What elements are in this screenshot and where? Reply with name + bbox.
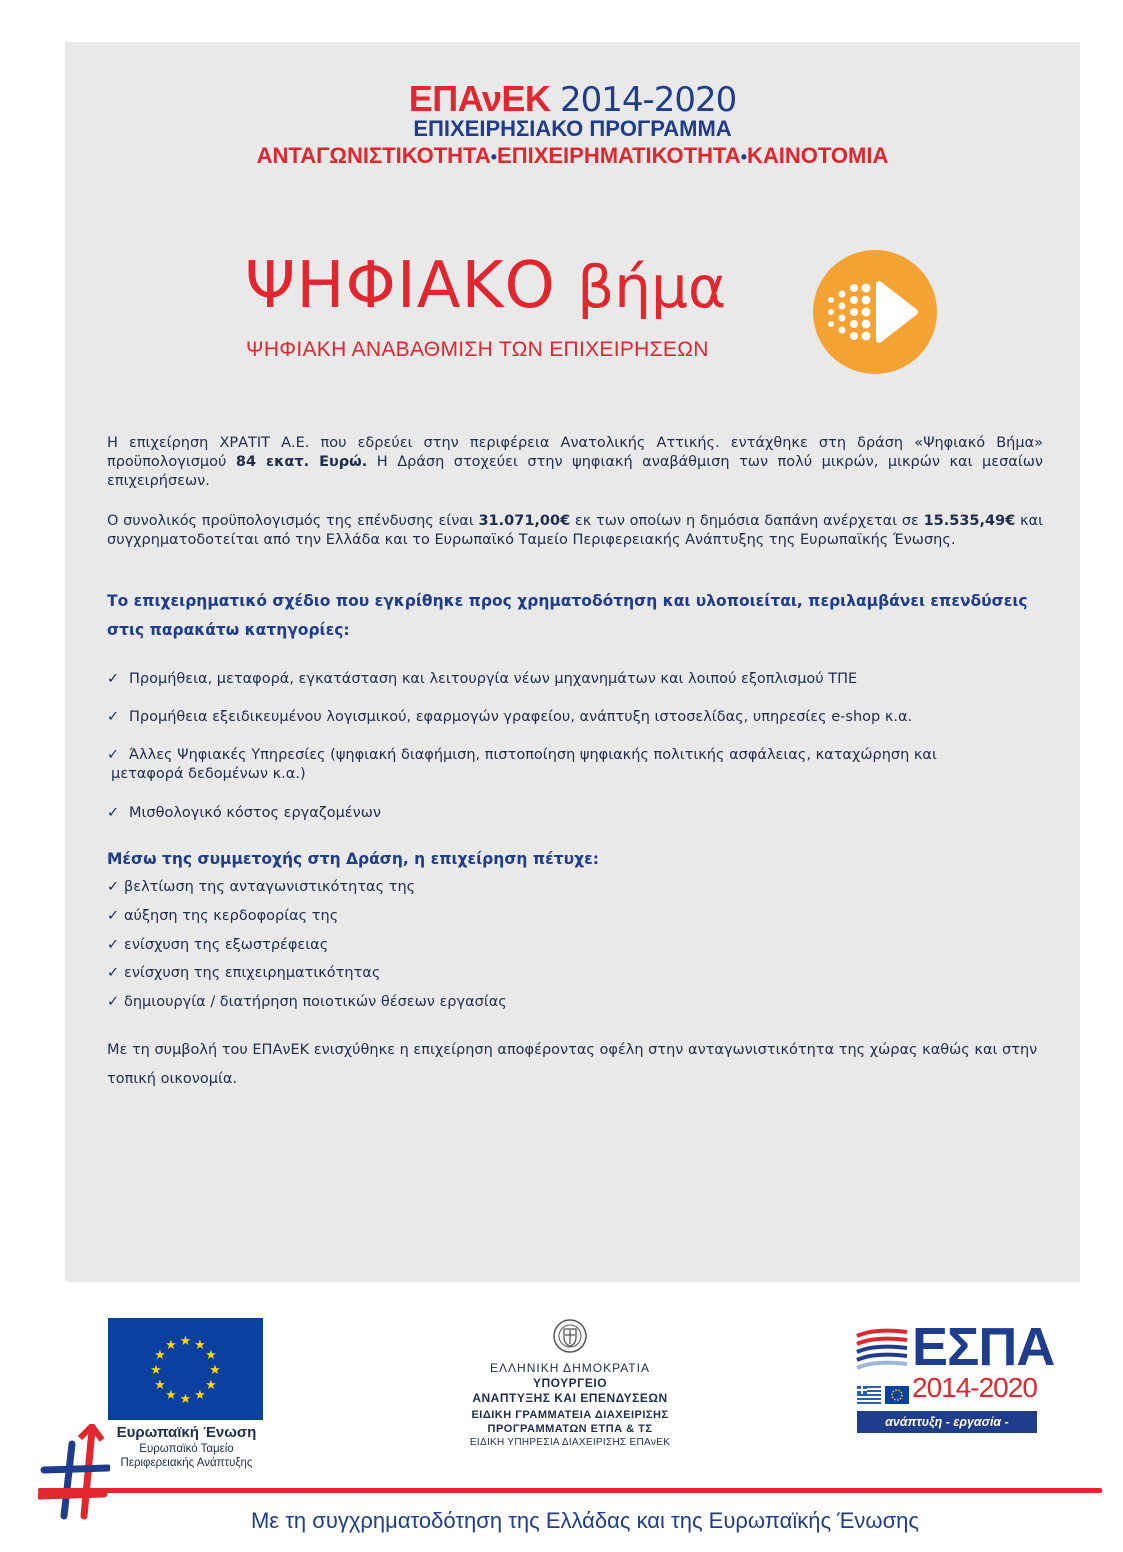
plan-item-text: μεταφορά δεδομένων κ.α.) xyxy=(111,766,306,782)
svg-text:★: ★ xyxy=(165,1388,177,1403)
plan-item xyxy=(107,670,1037,689)
result-item-text: ενίσχυση της επιχειρηματικότητας xyxy=(124,965,381,981)
svg-text:★: ★ xyxy=(165,1338,177,1353)
total-budget: 31.071,00€ xyxy=(478,513,571,529)
svg-text:★: ★ xyxy=(154,1348,166,1363)
budget-text-2: εκ των οποίων η δημόσια δαπάνη ανέρχεται σε xyxy=(570,513,924,529)
svg-text:★: ★ xyxy=(179,1334,192,1349)
footer-divider xyxy=(38,1488,1102,1493)
svg-text:★: ★ xyxy=(150,1363,162,1378)
gov-republic: ΕΛΛΗΝΙΚΗ ΔΗΜΟΚΡΑΤΙΑ xyxy=(490,1361,650,1375)
program-subtitle: ΕΠΙΧΕΙΡΗΣΙΑΚΟ ΠΡΟΓΡΑΜΜΑ xyxy=(413,116,732,141)
play-icon xyxy=(813,250,937,374)
eu-caption xyxy=(104,1424,269,1470)
eu-fund-line1: Ευρωπαϊκό Ταμείο xyxy=(139,1443,234,1455)
greek-ministry-block xyxy=(420,1318,720,1450)
svg-text:★: ★ xyxy=(194,1338,206,1353)
gov-secretariat: ΕΙΔΙΚΗ ΓΡΑΜΜΑΤΕΙΑ ΔΙΑΧΕΙΡΙΣΗΣ xyxy=(471,1409,669,1421)
digital-step-logo-text xyxy=(245,249,727,323)
result-item xyxy=(107,964,1037,983)
svg-text:★: ★ xyxy=(205,1348,217,1363)
logo-word: ΨΗΦΙΑΚΟ xyxy=(245,249,556,323)
program-title xyxy=(65,78,1080,120)
svg-text:★: ★ xyxy=(209,1363,221,1378)
check-icon: ✓ xyxy=(107,671,120,687)
logo-tagline: ΨΗΦΙΑΚΗ ΑΝΑΒΑΘΜΙΣΗ ΤΩΝ ΕΠΙΧΕΙΡΗΣΕΩΝ xyxy=(246,338,709,361)
result-item-text: βελτίωση της ανταγωνιστικότητας της xyxy=(124,879,416,895)
check-icon: ✓ xyxy=(107,965,120,981)
eu-fund-line2: Περιφερειακής Ανάπτυξης xyxy=(120,1457,253,1469)
check-icon: ✓ xyxy=(107,805,120,821)
result-item xyxy=(107,993,1037,1012)
pillar-separator: • xyxy=(740,147,747,167)
check-icon: ✓ xyxy=(107,709,120,725)
eu-flag-icon xyxy=(108,1318,263,1420)
plan-item-text: Προμήθεια εξειδικευμένου λογισμικού, εφαρμογών γραφείου, ανάπτυξη ιστοσελίδας, υπηρεσίες e-shop κ.α. xyxy=(129,709,913,725)
intro-text-2: Η Δράση στοχεύει στην ψηφιακή αναβάθμιση των πολύ μικρών, μικρών και μεσαίων επιχειρήσεων. xyxy=(107,454,1043,489)
result-item-text: δημιουργία / διατήρηση ποιοτικών θέσεων εργασίας xyxy=(124,994,507,1010)
svg-text:★: ★ xyxy=(179,1392,192,1407)
svg-text:★: ★ xyxy=(154,1378,166,1393)
check-icon: ✓ xyxy=(107,908,120,924)
intro-paragraph xyxy=(107,434,1043,491)
plan-item xyxy=(107,708,1037,727)
greek-flag-icon xyxy=(857,1386,909,1404)
result-item-text: ενίσχυση της εξωστρέφειας xyxy=(124,937,329,953)
check-icon: ✓ xyxy=(107,994,120,1010)
budget-text-3: και συγχρηματοδοτείται από την Ελλάδα και το Ευρωπαϊκό Ταμείο Περιφερειακής Ανάπτυξης της Ευρωπαϊκής Ένωσης. xyxy=(107,513,1043,548)
pillar-separator: • xyxy=(490,147,498,167)
espa-years: 2014-2020 xyxy=(912,1372,1037,1403)
svg-text:★: ★ xyxy=(194,1388,206,1403)
check-icon: ✓ xyxy=(107,937,120,953)
plan-item-text: Άλλες Ψηφιακές Υπηρεσίες (ψηφιακή διαφήμιση, πιστοποίηση ψηφιακής πολιτικής ασφάλειας, καταχώρηση και xyxy=(129,747,937,763)
eu-title: Ευρωπαϊκή Ένωση xyxy=(116,1424,257,1441)
espa-title: ΕΣΠΑ xyxy=(912,1317,1055,1377)
intro-text: Η επιχείρηση ΧΡΑΤΙΤ Α.Ε. που εδρεύει στην περιφέρεια Ανατολικής Αττικής. εντάχθηκε στη δράση «Ψηφιακό Βήμα» προϋπολογισμού xyxy=(107,435,1043,470)
cofinance-note: Με τη συγχρηματοδότηση της Ελλάδας και της Ευρωπαϊκής Ένωσης xyxy=(250,1508,920,1533)
poster-panel xyxy=(65,42,1080,1282)
public-expenditure: 15.535,49€ xyxy=(923,513,1016,529)
gov-ministry: ΥΠΟΥΡΓΕΙΟ xyxy=(532,1376,608,1390)
svg-text:★: ★ xyxy=(205,1378,217,1393)
greek-seal-icon xyxy=(552,1318,588,1354)
check-icon: ✓ xyxy=(107,879,120,895)
budget-text: Ο συνολικός προϋπολογισμός της επένδυσης είναι xyxy=(107,513,479,529)
pillar-entrepreneurship: ΕΠΙΧΕΙΡΗΜΑΤΙΚΟΤΗΤΑ xyxy=(497,143,741,168)
program-pillars xyxy=(65,143,1080,169)
result-item xyxy=(107,907,1037,926)
espa-slogan: ανάπτυξη - εργασία - αλληλεγγύη xyxy=(857,1411,1037,1433)
pillar-innovation: ΚΑΙΝΟΤΟΜΙΑ xyxy=(747,143,889,168)
program-brand: ΕΠΑνΕΚ xyxy=(408,78,551,119)
results-heading: Μέσω της συμμετοχής στη Δράση, η επιχείρηση πέτυχε: xyxy=(107,850,599,868)
pillar-competitiveness: ΑΝΤΑΓΩΝΙΣΤΙΚΟΤΗΤΑ xyxy=(256,143,491,168)
plan-item xyxy=(107,804,1037,823)
result-item xyxy=(107,878,1037,897)
plan-item xyxy=(107,746,1037,765)
program-years: 2014-2020 xyxy=(559,80,737,120)
check-icon: ✓ xyxy=(107,747,120,763)
budget-paragraph xyxy=(107,512,1043,550)
plan-item-text: Μισθολογικό κόστος εργαζομένων xyxy=(129,805,381,821)
gov-service: ΕΙΔΙΚΗ ΥΠΗΡΕΣΙΑ ΔΙΑΧΕΙΡΙΣΗΣ ΕΠΑνΕΚ xyxy=(469,1437,671,1448)
action-budget: 84 εκατ. Ευρώ. xyxy=(235,454,368,470)
hashtag-logo-icon xyxy=(38,1424,110,1520)
plan-item-continued xyxy=(111,765,1041,784)
plan-item-text: Προμήθεια, μεταφορά, εγκατάσταση και λειτουργία νέων μηχανημάτων και λοιπού εξοπλισμού ΤΠΕ xyxy=(129,671,858,687)
gov-ministry-name: ΑΝΑΠΤΥΞΗΣ ΚΑΙ ΕΠΕΝΔΥΣΕΩΝ xyxy=(472,1391,668,1405)
logo-word2: βήμα xyxy=(577,253,727,321)
plan-heading: Το επιχειρηματικό σχέδιο που εγκρίθηκε προς χρηματοδότηση και υλοποιείται, περιλαμβάνει επενδύσεις στις παρακάτω κατηγορίες: xyxy=(107,592,1028,639)
result-item xyxy=(107,936,1037,955)
gov-programs: ΠΡΟΓΡΑΜΜΑΤΩΝ ΕΤΠΑ & ΤΣ xyxy=(487,1423,653,1435)
espa-waves-icon xyxy=(855,1326,909,1370)
closing-paragraph: Με τη συμβολή του ΕΠΑνΕΚ ενισχύθηκε η επιχείρηση αποφέροντας οφέλη στην ανταγωνιστικότητα της χώρας καθώς και στην τοπική οικονομία. xyxy=(107,1042,1038,1087)
result-item-text: αύξηση της κερδοφορίας της xyxy=(124,908,339,924)
